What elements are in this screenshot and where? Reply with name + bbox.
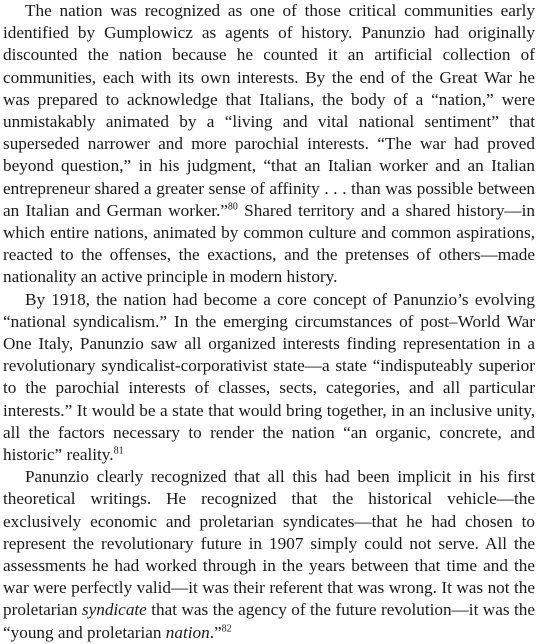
footnote-ref-82[interactable]: 82 xyxy=(221,622,232,634)
paragraph-text: Panunzio clearly recognized that all this had been implicit in his first theoretical writings. He recognized that the historical vehicle—the exclusively economic and proletarian syndicates—that he had chosen to represent the revolutionary future in 1907 simply could not serve. All the assessments he had worked through in the years between that time and the war were perfectly valid—it was their referent that was wrong. It was not the proletarian xyxy=(3,467,535,620)
paragraph-text: .” xyxy=(209,622,222,642)
paragraph-1 xyxy=(3,0,535,289)
paragraph-text: The nation was recognized as one of those critical communities early identified by Gumplowicz as agents of history. Panunzio had originally discounted the nation because he counted it an artificial collection of communities, each with its own interests. By the end of the Great War he was prepared to acknowledge that Italians, the body of a “nation,” were unmistakably animated by a “living and vital national sentiment” that superseded narrower and more parochial interests. “The war had proved beyond question,” in his judgment, “that an Italian worker and an Italian entrepreneur shared a greater sense of affinity . . . than was possible between an Italian and German worker.” xyxy=(3,1,535,220)
paragraph-text: By 1918, the nation had become a core concept of Panunzio’s evolving “national syndicalism.” In the emerging circumstances of post–World War One Italy, Panunzio saw all organized interests finding representation in a revolutionary syndicalist-corporativist state—a state “indisputeably superior to the parochial interests of classes, sects, categories, and all particular interests.” It would be a state that would bring together, in an inclusive unity, all the factors necessary to render the nation “an organic, concrete, and historic” reality. xyxy=(3,289,535,465)
emphasis-syndicate: syndicate xyxy=(81,600,147,620)
emphasis-nation: nation xyxy=(165,622,210,642)
footnote-ref-81[interactable]: 81 xyxy=(113,445,124,457)
paragraph-2 xyxy=(3,289,535,467)
paragraph-3 xyxy=(3,466,535,644)
footnote-ref-80[interactable]: 80 xyxy=(227,201,238,213)
paragraph-text: Shared territory and a shared history—in which entire nations, animated by common culture and common aspirations, reacted to the offenses, the exactions, and the pretenses of others—made nationality an active principle in modern history. xyxy=(3,200,535,287)
document-page xyxy=(3,0,535,644)
paragraph-text: that was the agency of the future revolution—it was the “young and proletarian xyxy=(3,600,535,642)
